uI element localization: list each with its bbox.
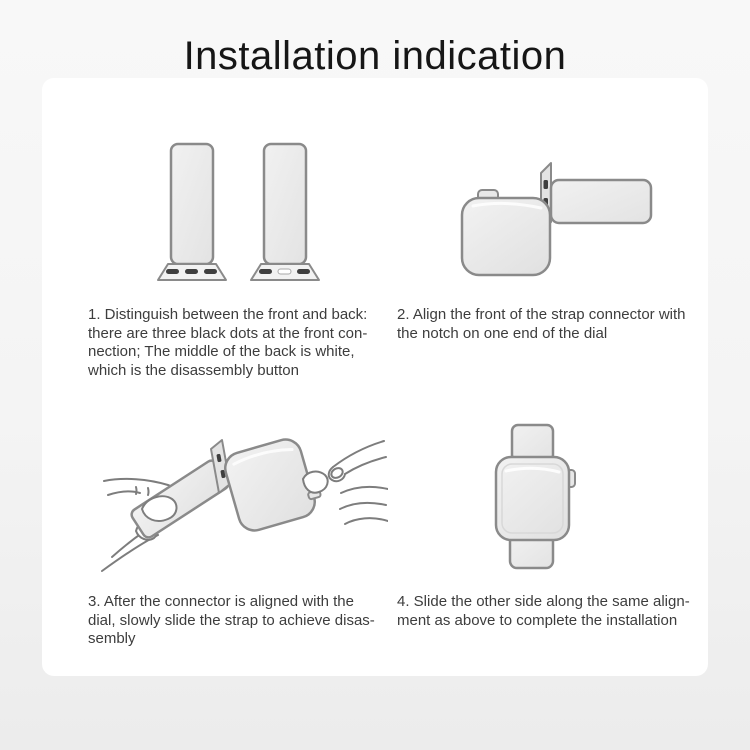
step2-caption [397,306,706,382]
step1-caption [88,306,397,382]
strap-back-icon [251,144,319,280]
step-1 [88,106,397,389]
strap-front-icon [158,144,226,280]
step3-figure [88,389,397,581]
step-4 [397,389,706,656]
step-2 [397,106,706,389]
caption-line: ment as above to complete the installation [397,611,678,629]
caption-line: dial, slowly slide the strap to achieve disas- [88,611,375,629]
straps-front-back-icon [146,130,366,290]
caption-line: 1. Distinguish between the front and back: [88,306,368,323]
caption-line: sembly [88,630,136,648]
caption-line: 4. Slide the other side along the same align- [397,593,690,611]
instruction-card [42,78,708,676]
assembled-watch-icon [450,409,615,579]
caption-line: the notch on one end of the dial [397,324,608,342]
step2-figure [397,106,706,306]
caption-line: there are three black dots at the front con- [88,324,368,342]
step1-figure [88,106,397,306]
page-title: Installation indication [183,34,567,78]
step4-figure [397,389,706,581]
caption-line: nection; The middle of the back is white, [88,343,355,360]
caption-line: 2. Align the front of the strap connector with [397,306,686,323]
caption-line: 3. After the connector is aligned with the [88,593,354,611]
hands-sliding-strap-icon [98,419,388,579]
watch-dial-icon [462,198,550,275]
right-hand-icon [333,441,388,524]
caption-line: which is the disassembly button [88,361,299,379]
top-strap-icon [512,425,553,461]
right-thumb-icon [303,472,328,493]
step3-caption [88,593,397,649]
strap-aligned-with-dial-icon [437,160,667,290]
strap-icon [551,180,651,223]
step-3 [88,389,397,656]
step4-caption [397,593,706,630]
